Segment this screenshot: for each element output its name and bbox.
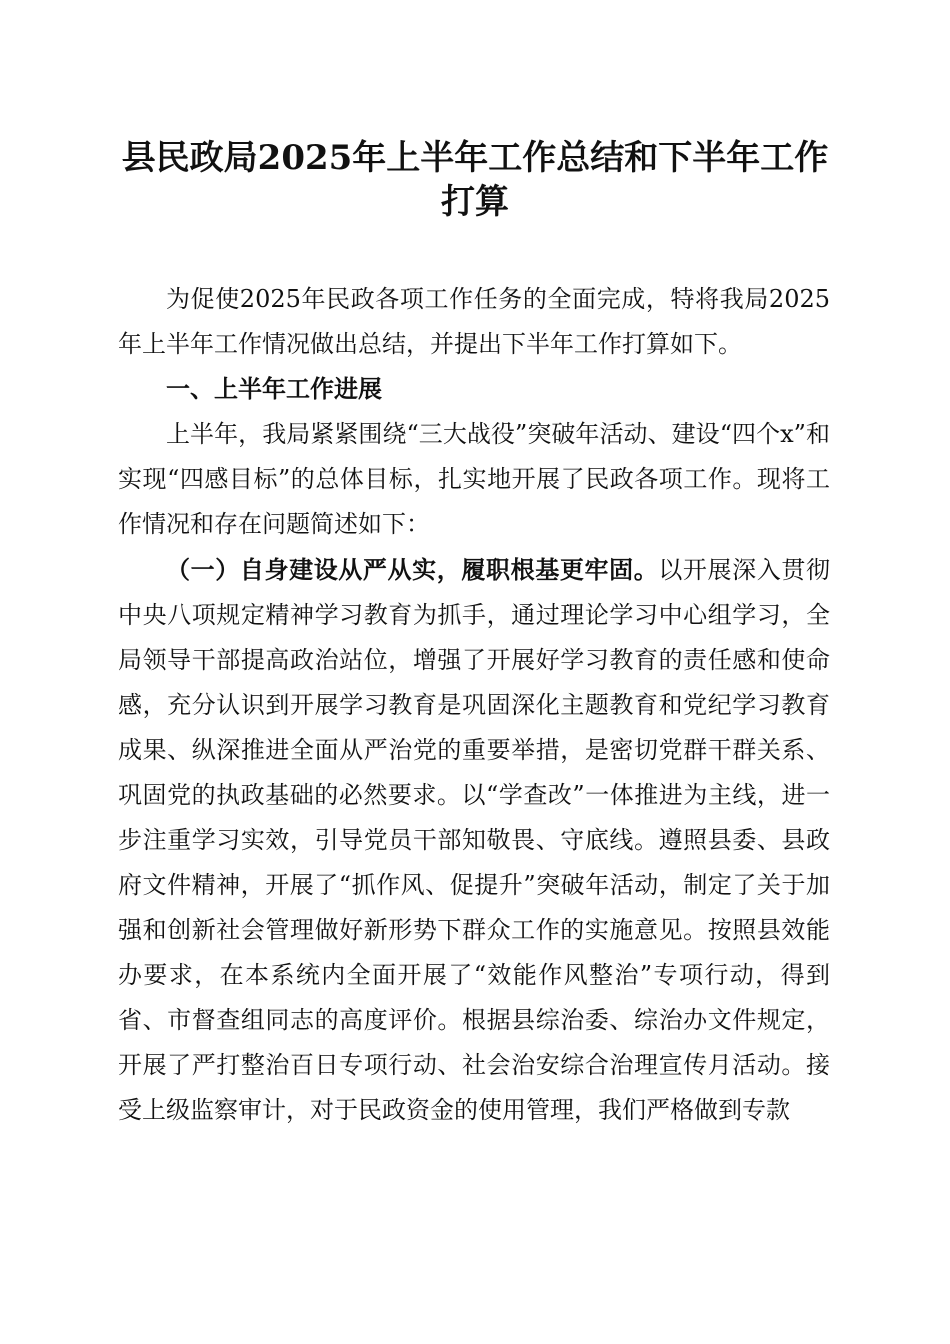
subsection-body: 以开展深入贯彻中央八项规定精神学习教育为抓手，通过理论学习中心组学习，全局领导干部提高政治站位，增强了开展好学习教育的责任感和使命感，充分认识到开展学习教育是巩固深化主题教育和党纪学习教育成果、纵深推进全面从严治党的重要举措，是密切党群干群关系、巩固党的执政基础的必然要求。以“学查改”一体推进为主线，进一步注重学习实效，引导党员干部知敬畏、守底线。遵照县委、县政府文件精神，开展了“抓作风、促提升”突破年活动，制定了关于加强和创新社会管理做好新形势下群众工作的实施意见。按照县效能办要求，在本系统内全面开展了“效能作风整治”专项行动，得到省、市督查组同志的高度评价。根据县综治委、综治办文件规定，开展了严打整治百日专项行动、社会治安综合治理宣传月活动。接受上级监察审计，对于民政资金的使用管理，我们严格做到专款 bbox=[118, 556, 831, 1124]
document-body bbox=[118, 277, 830, 1133]
subsection-lead: （一）自身建设从严从实，履职根基更牢固。 bbox=[166, 555, 659, 584]
intro-paragraph: 为促使2025年民政各项工作任务的全面完成，特将我局2025年上半年工作情况做出总结，并提出下半年工作打算如下。 bbox=[118, 285, 830, 358]
document-title: 县民政局2025年上半年工作总结和下半年工作打算 bbox=[121, 138, 829, 222]
subsection-paragraph bbox=[118, 547, 830, 1133]
section-heading: 一、上半年工作进展 bbox=[166, 375, 382, 403]
section-intro-paragraph: 上半年，我局紧紧围绕“三大战役”突破年活动、建设“四个x”和实现“四感目标”的总体目标，扎实地开展了民政各项工作。现将工作情况和存在问题简述如下： bbox=[118, 420, 830, 538]
